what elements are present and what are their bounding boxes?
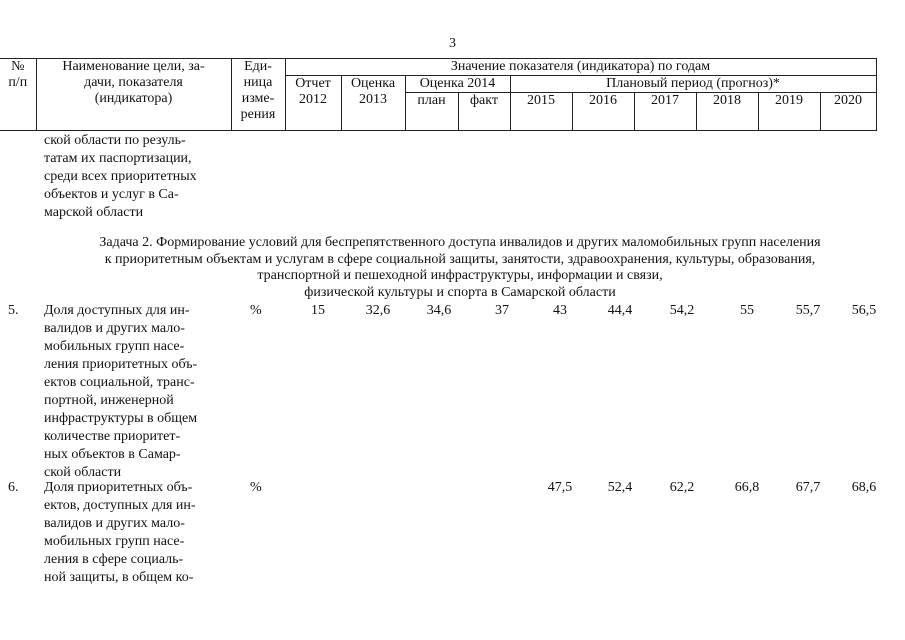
text-line: среди всех приоритетных <box>44 169 197 184</box>
row-unit: % <box>250 303 262 318</box>
text-line: татам их паспортизации, <box>44 151 192 166</box>
header-year-2015: 2015 <box>510 93 572 131</box>
header-plan: план <box>405 93 458 131</box>
header-year-2019: 2019 <box>758 93 820 131</box>
value-2016: 44,4 <box>607 303 633 318</box>
value-2017: 54,2 <box>669 303 695 318</box>
value-2019: 67,7 <box>795 480 821 495</box>
header-col-name: Наименование цели, за- дачи, показателя (индикатора) <box>36 59 231 131</box>
page-number: 3 <box>449 36 456 51</box>
row-indicator-name <box>44 302 218 482</box>
header-col-num: № п/п <box>0 59 36 131</box>
header-year-2016: 2016 <box>572 93 634 131</box>
header-estimate-2013: Оценка 2013 <box>341 76 405 131</box>
text-line: ления в сфере социаль- <box>44 552 184 567</box>
value-fact-2014: 37 <box>495 303 509 318</box>
value-estimate-2013: 32,6 <box>365 303 391 318</box>
text-line: ектов, доступных для ин- <box>44 498 196 513</box>
text-line: мобильных групп насе- <box>44 534 185 549</box>
text-line: Доля доступных для ин- <box>44 303 190 318</box>
text-line: ской области <box>44 465 122 480</box>
value-report-2012: 15 <box>311 303 325 318</box>
header-col-values: Значение показателя (индикатора) по годам <box>285 59 876 76</box>
value-plan-2014: 34,6 <box>426 303 452 318</box>
text-line: инфраструктуры в общем <box>44 411 198 426</box>
text-line: валидов и других мало- <box>44 321 185 336</box>
task-line: Задача 2. Формирование условий для беспрепятственного доступа инвалидов и других маломобильных групп населения <box>99 235 821 250</box>
continuation-text <box>44 132 218 222</box>
header-fact: факт <box>458 93 510 131</box>
text-line: портной, инженерной <box>44 393 174 408</box>
row-number: 6. <box>8 480 19 495</box>
text-line: ектов социальной, транс- <box>44 375 195 390</box>
header-year-2018: 2018 <box>696 93 758 131</box>
text-line: ской области по резуль- <box>44 133 186 148</box>
value-2016: 52,4 <box>607 480 633 495</box>
row-number: 5. <box>8 303 19 318</box>
value-2018: 55 <box>740 303 754 318</box>
header-report-2012: Отчет 2012 <box>285 76 341 131</box>
value-2015: 43 <box>553 303 567 318</box>
header-col-unit: Еди- ница изме- рения <box>231 59 285 131</box>
task-heading <box>40 235 880 301</box>
text-line: валидов и других мало- <box>44 516 185 531</box>
value-2018: 66,8 <box>734 480 760 495</box>
text-line: ления приоритетных объ- <box>44 357 198 372</box>
text-line: марской области <box>44 205 144 220</box>
task-line: к приоритетным объектам и услугам в сфере социальной защиты, занятости, здравоохранения, культуры, образования, <box>104 251 816 267</box>
task-line: транспортной и пешеходной инфраструктуры, информации и связи, <box>257 268 663 283</box>
task-line: физической культуры и спорта в Самарской области <box>304 284 616 300</box>
header-year-2017: 2017 <box>634 93 696 131</box>
value-2020: 68,6 <box>851 480 877 495</box>
value-2020: 56,5 <box>851 303 877 318</box>
value-2015: 47,5 <box>547 480 573 495</box>
header-year-2020: 2020 <box>820 93 876 131</box>
row-unit: % <box>250 480 262 495</box>
text-line: ной защиты, в общем ко- <box>44 570 194 585</box>
value-2017: 62,2 <box>669 480 695 495</box>
row-indicator-name <box>44 479 218 587</box>
text-line: мобильных групп насе- <box>44 339 185 354</box>
header-estimate-2014: Оценка 2014 <box>405 76 510 93</box>
text-line: Доля приоритетных объ- <box>44 480 193 495</box>
text-line: объектов и услуг в Са- <box>44 187 179 202</box>
text-line: ных объектов в Самар- <box>44 447 181 462</box>
header-planned-period: Плановый период (прогноз)* <box>510 76 876 93</box>
table-header <box>0 58 877 131</box>
text-line: количестве приоритет- <box>44 429 181 444</box>
value-2019: 55,7 <box>795 303 821 318</box>
